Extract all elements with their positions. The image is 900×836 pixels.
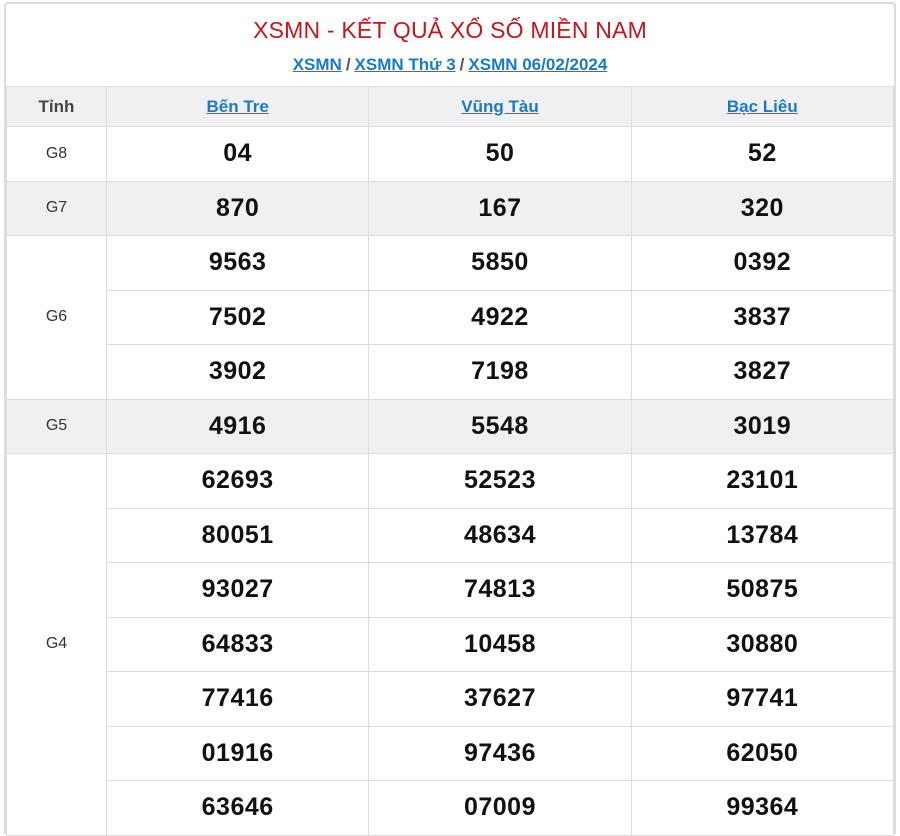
result-number: 52 [631, 127, 893, 182]
breadcrumb-separator: / [345, 55, 351, 74]
result-number: 23101 [631, 454, 893, 509]
table-header-row [7, 87, 894, 127]
prize-label-g7: G7 [7, 181, 107, 236]
result-number: 64833 [107, 617, 369, 672]
results-body [7, 127, 894, 836]
result-number: 7502 [107, 290, 369, 345]
result-number: 3827 [631, 345, 893, 400]
result-number: 07009 [369, 781, 631, 836]
table-row [7, 563, 894, 618]
table-row [7, 181, 894, 236]
prize-label-g4: G4 [7, 454, 107, 836]
result-number: 0392 [631, 236, 893, 291]
breadcrumb-separator: / [459, 55, 465, 74]
result-number: 62050 [631, 726, 893, 781]
result-number: 77416 [107, 672, 369, 727]
province-link-bac-lieu[interactable]: Bạc Liêu [726, 96, 798, 116]
province-link-vung-tau[interactable]: Vũng Tàu [461, 96, 539, 116]
result-number: 04 [107, 127, 369, 182]
result-number: 97741 [631, 672, 893, 727]
table-row [7, 399, 894, 454]
result-number: 13784 [631, 508, 893, 563]
breadcrumb-link-xsmn-date[interactable]: XSMN 06/02/2024 [468, 55, 608, 74]
results-panel [4, 2, 896, 834]
result-number: 10458 [369, 617, 631, 672]
results-header [6, 4, 894, 86]
column-header-tinh: Tỉnh [7, 87, 107, 127]
breadcrumb [6, 55, 894, 75]
result-number: 5850 [369, 236, 631, 291]
table-row [7, 345, 894, 400]
table-row [7, 672, 894, 727]
column-header-province [631, 87, 893, 127]
result-number: 320 [631, 181, 893, 236]
column-header-province [107, 87, 369, 127]
result-number: 3837 [631, 290, 893, 345]
result-number: 5548 [369, 399, 631, 454]
prize-label-g6: G6 [7, 236, 107, 400]
breadcrumb-link-xsmn[interactable]: XSMN [292, 55, 342, 74]
table-row [7, 127, 894, 182]
table-row [7, 617, 894, 672]
table-row [7, 781, 894, 836]
result-number: 870 [107, 181, 369, 236]
result-number: 167 [369, 181, 631, 236]
result-number: 48634 [369, 508, 631, 563]
result-number: 3902 [107, 345, 369, 400]
table-row [7, 454, 894, 509]
result-number: 9563 [107, 236, 369, 291]
result-number: 63646 [107, 781, 369, 836]
result-number: 7198 [369, 345, 631, 400]
table-row [7, 508, 894, 563]
result-number: 97436 [369, 726, 631, 781]
column-header-province [369, 87, 631, 127]
result-number: 93027 [107, 563, 369, 618]
prize-label-g8: G8 [7, 127, 107, 182]
result-number: 37627 [369, 672, 631, 727]
table-row [7, 236, 894, 291]
result-number: 3019 [631, 399, 893, 454]
result-number: 80051 [107, 508, 369, 563]
result-number: 74813 [369, 563, 631, 618]
result-number: 99364 [631, 781, 893, 836]
prize-label-g5: G5 [7, 399, 107, 454]
result-number: 52523 [369, 454, 631, 509]
table-row [7, 726, 894, 781]
result-number: 01916 [107, 726, 369, 781]
table-row [7, 290, 894, 345]
result-number: 50875 [631, 563, 893, 618]
province-link-ben-tre[interactable]: Bến Tre [206, 96, 269, 116]
results-table [6, 86, 894, 836]
breadcrumb-link-xsmn-thu-3[interactable]: XSMN Thứ 3 [354, 55, 456, 74]
page-title: XSMN - KẾT QUẢ XỔ SỐ MIỀN NAM [253, 17, 647, 43]
result-number: 4922 [369, 290, 631, 345]
result-number: 62693 [107, 454, 369, 509]
result-number: 50 [369, 127, 631, 182]
result-number: 4916 [107, 399, 369, 454]
result-number: 30880 [631, 617, 893, 672]
